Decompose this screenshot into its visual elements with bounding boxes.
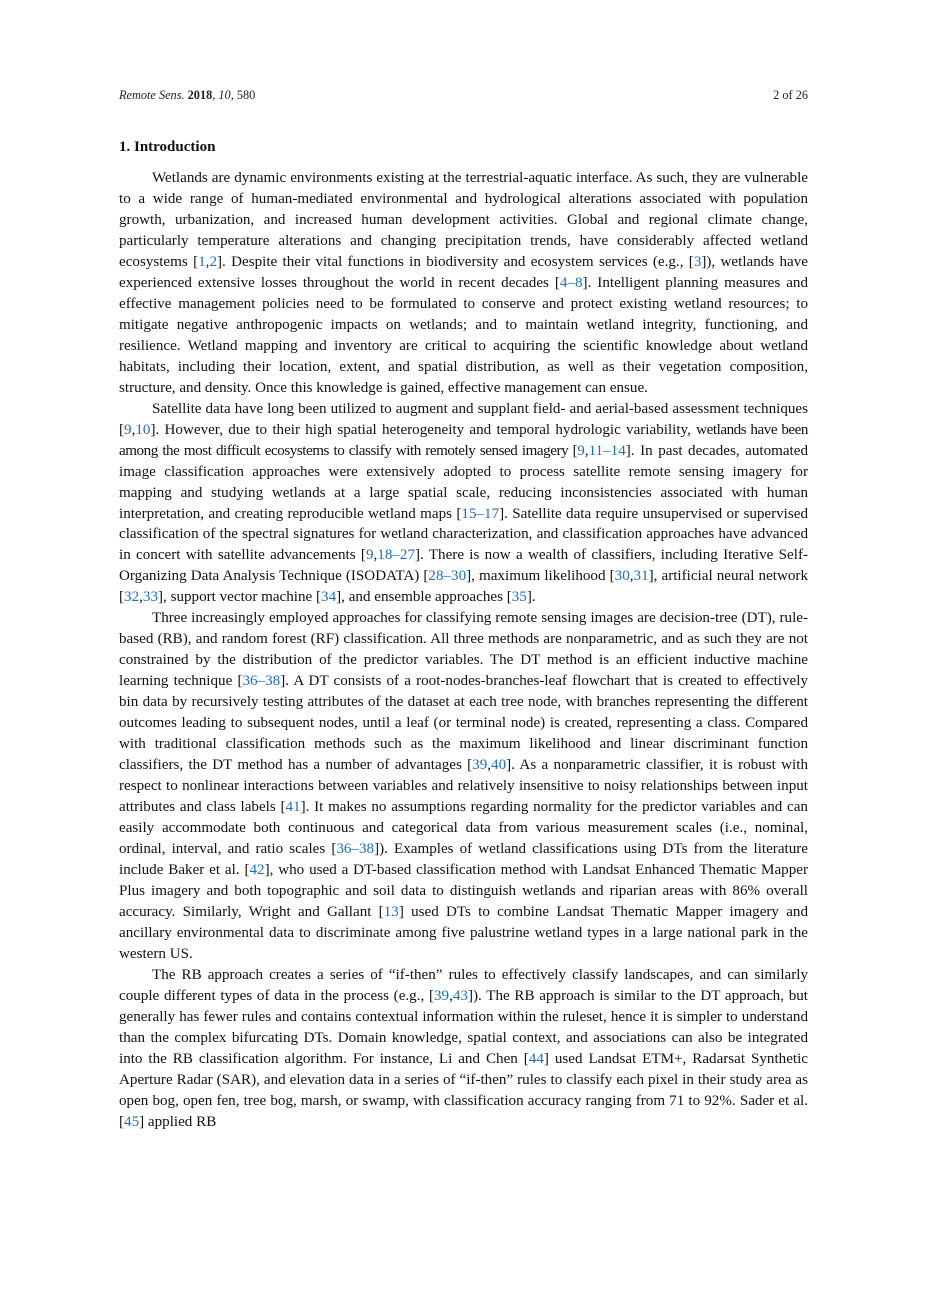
text-run: Three increasingly employed approaches for classifying remote sensing images are decision-tree (DT), rule-based (RB), and random forest (RF) classification. All three methods are nonparametric, and as such they are not constrained by the distribution of the predictor variables. The DT method is an efficient inductive machine learning technique [ xyxy=(119,610,808,690)
running-header xyxy=(119,87,808,103)
paragraph xyxy=(119,608,808,964)
text-run: , xyxy=(487,757,492,774)
journal-volume: 10 xyxy=(218,88,231,102)
citation-link[interactable]: 9 xyxy=(124,421,132,438)
text-run: ]. Despite their vital functions in biodiversity and ecosystem services (e.g., [ xyxy=(216,253,694,270)
citation-link[interactable]: 3 xyxy=(693,253,702,270)
citation-link[interactable]: 9 xyxy=(365,547,374,564)
citation-link[interactable]: 41 xyxy=(285,799,301,816)
text-run: ], artificial neural network [ xyxy=(119,568,808,606)
journal-citation: Remote Sens. 2018, 10, 580 xyxy=(119,88,256,102)
citation-link[interactable]: 11–14 xyxy=(588,442,626,459)
citation-link[interactable]: 34 xyxy=(321,589,337,606)
section-heading xyxy=(119,139,215,156)
citation-link[interactable]: 1 xyxy=(198,253,206,270)
citation-link[interactable]: 33 xyxy=(142,589,158,606)
article-number: 580 xyxy=(236,88,256,102)
citation-link[interactable]: 35 xyxy=(511,589,527,606)
citation-link[interactable]: 13 xyxy=(383,903,399,920)
text-run: The RB approach creates a series of “if-then” rules to effectively classify landscapes, and can similarly couple different types of data in the process (e.g., [ xyxy=(119,966,808,1004)
text-run: ]. A DT consists of a root-nodes-branches-leaf flowchart that is created to effectively bin data by recursively testing attributes of the dataset at each tree node, with branches representing the different outcomes leading to subsequent nodes, until a leaf (or terminal node) is created, representing a class. Compared with traditional classification methods such as the maximum likelihood and linear discriminant function classifiers, the DT method has a number of advantages [ xyxy=(119,673,808,774)
citation-link[interactable]: 39 xyxy=(434,987,450,1004)
text-run: ]. There is now a wealth of classifiers, including Iterative Self-Organizing Data Analysis Technique (ISODATA) [ xyxy=(119,547,809,585)
text-run: ]. Intelligent planning measures and effective management policies need to be formulated to conserve and protect existing wetland resources; to mitigate negative anthropogenic impacts on wetlands; and to maintain wetland integrity, functioning, and resilience. Wetland mapping and inventory are critical to acquiring the scientific knowledge about wetland habitats, including their location, extent, and spatial distribution, as well as their vegetation composition, structure, and density. Once this knowledge is gained, effective management can ensue. xyxy=(119,274,808,396)
section-number: 1. xyxy=(119,139,131,155)
citation-link[interactable]: 45 xyxy=(124,1113,140,1130)
citation-link[interactable]: 31 xyxy=(633,568,649,585)
text-run: ]), wetlands have experienced extensive losses throughout the world in recent decades [ xyxy=(119,253,808,291)
condensed-text: wetlands have been among the most difficult ecosystems to classify with remotely sensed imagery [ xyxy=(119,421,809,459)
text-run: , xyxy=(139,589,143,606)
citation-link[interactable]: 9 xyxy=(577,442,585,459)
citation-link[interactable]: 40 xyxy=(491,757,507,774)
text-run: ]. Satellite data require unsupervised or supervised classification of the spectral signatures for wetland characterization, and classification approaches have advanced in concert with satellite advancements [ xyxy=(119,505,808,564)
text-run: Satellite data have long been utilized to augment and supplant field- and aerial-based assessment techniques [ xyxy=(119,400,808,438)
citation-link[interactable]: 44 xyxy=(528,1050,544,1067)
page-number: 2 of 26 xyxy=(773,88,808,102)
text-run: , xyxy=(373,547,378,564)
text-run: , xyxy=(629,568,634,585)
text-run: , xyxy=(131,421,136,438)
paragraph xyxy=(119,168,808,399)
citation-link[interactable]: 15–17 xyxy=(461,505,500,522)
citation-link[interactable]: 36–38 xyxy=(242,673,281,690)
text-run: ]. It makes no assumptions regarding normality for the predictor variables and can easily accommodate both continuous and categorical data from various measurement scales (i.e., nominal, ordinal, interval, and ratio scales [ xyxy=(119,799,808,857)
text-run: ], maximum likelihood [ xyxy=(466,568,615,585)
paragraph xyxy=(119,965,808,1133)
text-run: ]). Examples of wetland classifications using DTs from the literature include Baker et al. [ xyxy=(119,841,808,878)
text-run: , xyxy=(584,442,589,459)
citation-link[interactable]: 43 xyxy=(452,987,468,1004)
text-run: ], support vector machine [ xyxy=(158,589,322,606)
journal-name: Remote Sens. xyxy=(119,88,185,102)
citation-link[interactable]: 4–8 xyxy=(559,274,583,291)
paragraph xyxy=(119,399,808,609)
text-run: Wetlands are dynamic environments existing at the terrestrial-aquatic interface. As such, they are vulnerable to a wide range of human-mediated environmental and hydrological alterations associated with population growth, urbanization, and increased human development activities. Global and regional climate change, particularly temperature alterations and changing precipitation trends, have considerably affected wetland ecosystems [ xyxy=(119,170,808,270)
text-run: ]). The RB approach is similar to the DT approach, but generally has fewer rules and contains contextual information within the ruleset, hence it is simpler to understand than the complex bifurcating DTs. Domain knowledge, spatial context, and associations can also be integrated into the RB classification algorithm. For instance, Li and Chen [ xyxy=(119,987,808,1067)
text-run: ]. xyxy=(526,589,536,606)
text-run: ]. As a nonparametric classifier, it is robust with respect to nonlinear interactions between variables and relatively insensitive to noisy relationships between input attributes and class labels [ xyxy=(119,757,808,816)
text-run: ]. In past decades, automated image classification approaches were extensively adopted to process satellite remote sensing imagery for mapping and studying wetlands at a large spatial scale, reducing inconsistencies associated with human interpretation, and creating reproducible wetland maps [ xyxy=(119,442,808,522)
text-run: ] applied RB xyxy=(139,1113,217,1130)
text-run: ], and ensemble approaches [ xyxy=(336,589,512,606)
citation-link[interactable]: 10 xyxy=(135,421,151,438)
citation-link[interactable]: 39 xyxy=(472,757,488,774)
body-text xyxy=(119,168,808,1133)
citation-link[interactable]: 2 xyxy=(209,253,217,270)
text-run: ] used Landsat ETM+, Radarsat Synthetic Aperture Radar (SAR), and elevation data in a series of “if-then” rules to classify each pixel in their study area as open bog, open fen, tree bog, marsh, or swamp, with classification accuracy ranging from 71 to 92%. Sader et al. [ xyxy=(119,1050,809,1130)
text-run: , xyxy=(205,253,210,270)
citation-link[interactable]: 30 xyxy=(614,568,630,585)
citation-link[interactable]: 32 xyxy=(124,589,140,606)
section-title: Introduction xyxy=(134,139,216,155)
citation-link[interactable]: 36–38 xyxy=(336,841,375,857)
text-run: , xyxy=(449,987,453,1004)
text-run: ], who used a DT-based classification method with Landsat Enhanced Thematic Mapper Plus imagery and both topographic and soil data to distinguish wetlands and riparian areas with 86% overall accuracy. Similarly, Wright and Gallant [ xyxy=(119,861,808,920)
journal-year: 2018 xyxy=(187,88,213,102)
citation-link[interactable]: 18–27 xyxy=(377,547,415,564)
citation-link[interactable]: 28–30 xyxy=(428,568,467,585)
text-run: ]. However, due to their high spatial heterogeneity and temporal hydrologic variability, xyxy=(150,421,697,438)
text-run: ] used DTs to combine Landsat Thematic Mapper imagery and ancillary environmental data to discriminate among five palustrine wetland types in a large national park in the western US. xyxy=(119,903,809,962)
citation-link[interactable]: 42 xyxy=(249,861,265,878)
